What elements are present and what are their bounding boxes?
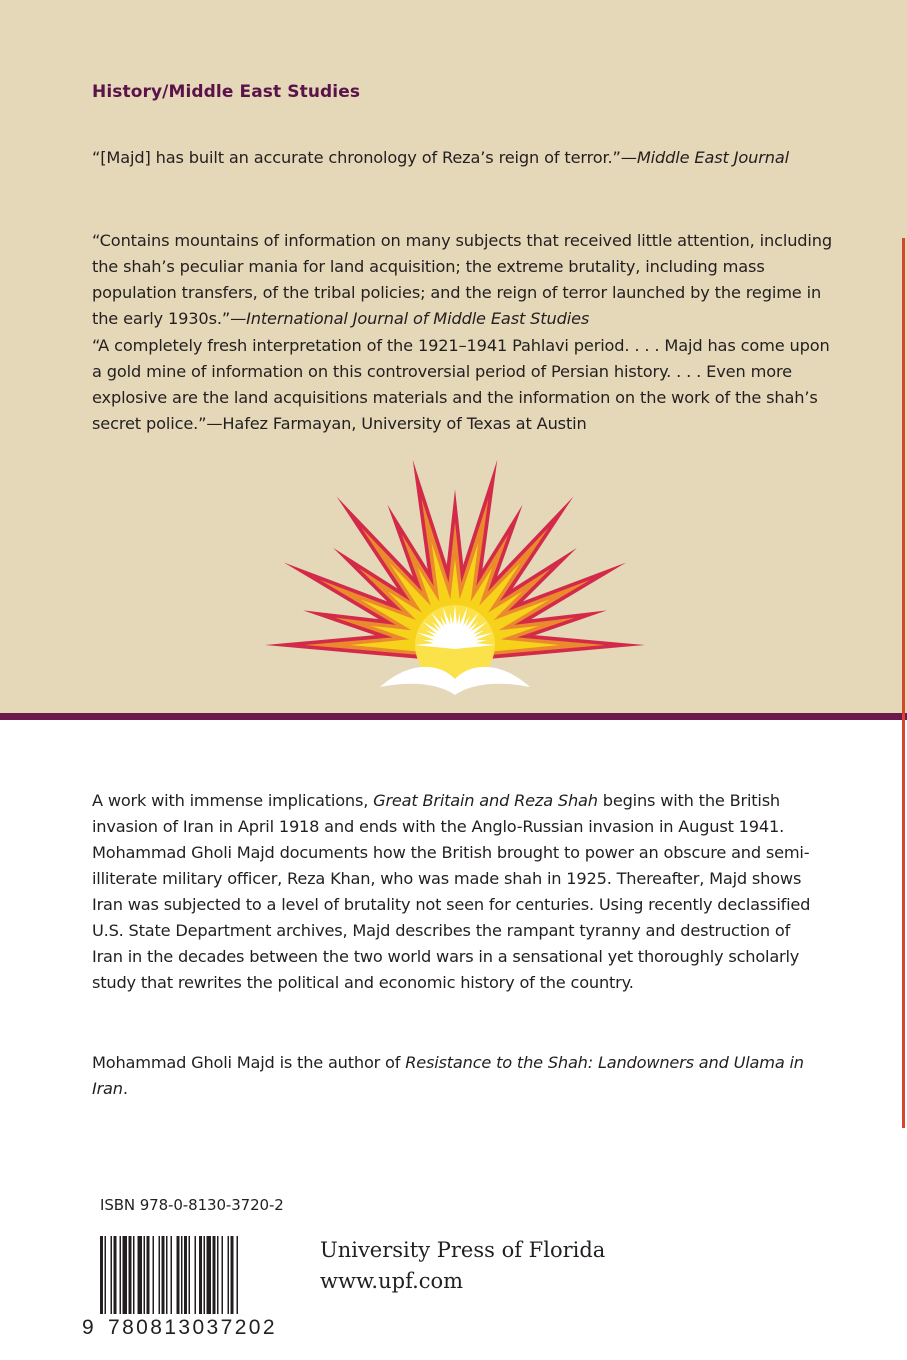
review-quote-1: [92, 145, 832, 171]
description-body: begins with the British invasion of Iran in April 1918 and ends with the Anglo-Russian invasion in August 1941. Mohammad Gholi Majd documents how the British brought to power an obscure and semi-illiterate military officer, Reza Khan, who was made shah in 1925. Thereafter, Majd shows Iran was subjected to a level of brutality not seen for centuries. Using recently declassified U.S. State Department archives, Majd describes the rampant tyranny and destruction of Iran in the decades between the two world wars in a sensational yet thoroughly scholarly study that rewrites the political and economic history of the country.: [92, 791, 811, 992]
barcode-bar: [133, 1236, 135, 1314]
quote-source: —International Journal of Middle East Studies: [230, 309, 590, 328]
barcode-bar: [195, 1236, 197, 1314]
barcode-bar: [120, 1236, 122, 1314]
barcode-bar: [166, 1236, 168, 1314]
sunburst-over-open-book-icon: [250, 455, 660, 705]
publisher-name: University Press of Florida: [320, 1238, 606, 1262]
barcode-bar: [114, 1236, 117, 1314]
review-quote-2: [92, 228, 832, 332]
quote-text: “A completely fresh interpretation of the 1921–1941 Pahlavi period. . . . Majd has come upon a gold mine of information on this controversial period of Persian history. . . . Even more explosive are the land acquisitions materials and the information on the work of the shah’s secret police.”: [92, 336, 830, 433]
quote-text: “Contains mountains of information on many subjects that received little attention, including the shah’s peculiar mania for land acquisition; the extreme brutality, including mass population transfers, of the tribal policies; and the reign of terror launched by the regime in the early 1930s.”: [92, 231, 833, 328]
barcode-bar: [189, 1236, 191, 1314]
book-title: Great Britain and Reza Shah: [373, 791, 598, 810]
barcode-bar: [217, 1236, 219, 1314]
barcode-bar: [184, 1236, 187, 1314]
barcode-bar: [147, 1236, 150, 1314]
publisher-url[interactable]: www.upf.com: [320, 1269, 464, 1293]
barcode-bar: [237, 1236, 239, 1314]
barcode-bar: [138, 1236, 143, 1314]
barcode: [82, 1236, 302, 1346]
previous-book-title: Resistance to the Shah: Landowners and Ulama in Iran: [92, 1053, 804, 1098]
barcode-bar: [222, 1236, 224, 1314]
spine-edge-mark: [902, 238, 905, 1128]
barcode-bar: [100, 1236, 103, 1314]
review-quote-3: [92, 333, 832, 437]
barcode-bar: [105, 1236, 107, 1314]
book-description: [92, 788, 812, 996]
barcode-bar: [159, 1236, 161, 1314]
barcode-bar: [153, 1236, 155, 1314]
barcode-bar: [123, 1236, 128, 1314]
barcode-bar: [144, 1236, 146, 1314]
barcode-bar: [111, 1236, 113, 1314]
barcode-bar: [204, 1236, 206, 1314]
barcode-bar: [171, 1236, 173, 1314]
publisher-block: [320, 1235, 605, 1297]
category-label: History/Middle East Studies: [92, 82, 361, 102]
barcode-bar: [129, 1236, 132, 1314]
quote-source: —Middle East Journal: [620, 148, 789, 167]
description-lead: A work with immense implications,: [92, 791, 374, 810]
barcode-bar: [177, 1236, 180, 1314]
panel-divider: [0, 713, 907, 720]
barcode-bars: [100, 1236, 292, 1314]
author-bio-end: .: [122, 1079, 128, 1098]
barcode-digits: 780813037202: [108, 1316, 277, 1339]
barcode-bar: [207, 1236, 212, 1314]
author-bio: [92, 1050, 812, 1102]
quote-source: —Hafez Farmayan, University of Texas at Austin: [206, 414, 587, 433]
isbn-label: ISBN 978-0-8130-3720-2: [100, 1196, 284, 1214]
barcode-lead-digit: 9: [82, 1316, 94, 1339]
barcode-bar: [231, 1236, 234, 1314]
barcode-bar: [199, 1236, 202, 1314]
barcode-bar: [228, 1236, 230, 1314]
quote-text: “[Majd] has built an accurate chronology of Reza’s reign of terror.”: [92, 148, 621, 167]
author-bio-lead: Mohammad Gholi Majd is the author of: [92, 1053, 406, 1072]
barcode-bar: [213, 1236, 216, 1314]
barcode-bar: [162, 1236, 165, 1314]
barcode-bar: [181, 1236, 183, 1314]
